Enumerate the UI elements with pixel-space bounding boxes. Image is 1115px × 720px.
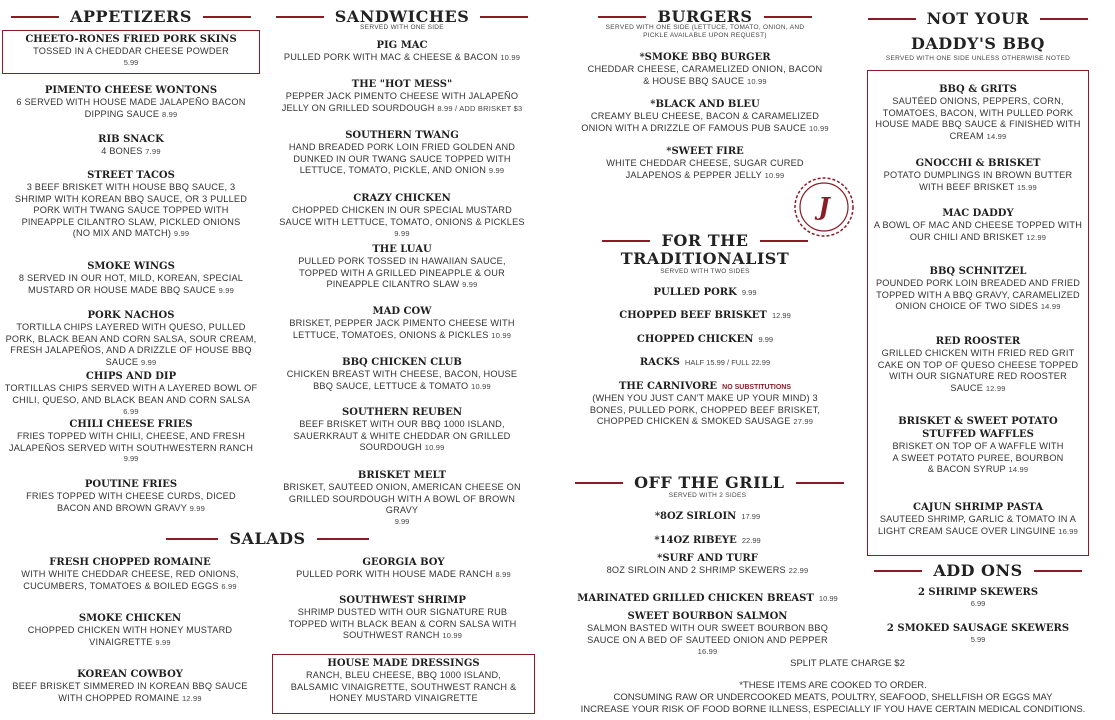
menu-item [862, 586, 1094, 608]
dressings-box [272, 654, 535, 714]
item-desc: SHRIMP DUSTED WITH OUR SIGNATURE RUB TOPPED WITH BLACK BEAN & CORN SALSA WITH SOUTHWEST RANCH [288, 607, 517, 640]
item-price: 16.99 [1058, 526, 1079, 536]
appetizers-section [0, 0, 262, 540]
item-name: PIMENTO CHEESE WONTONS [44, 85, 218, 96]
item-desc: POTATO DUMPLINGS IN BROWN BUTTER WITH BEEF BRISKET [883, 170, 1073, 192]
item-desc: RANCH, BLEU CHEESE, BBQ 1000 ISLAND, BALSAMIC VINAIGRETTE, SOUTHWEST RANCH & HONEY MUSTARD VINAIGRETTE [290, 670, 517, 703]
item-price: 6.99 [970, 599, 986, 608]
item-name: *SURF AND TURF [657, 553, 758, 564]
item-price: 9.99 [155, 637, 171, 647]
daddy-box [867, 70, 1089, 556]
item-note: NO SUBSTITUTIONS [722, 384, 791, 391]
item-price: 8.99 [495, 570, 511, 579]
item-price: 10.99 [746, 76, 767, 86]
item-desc: 3 BEEF BRISKET WITH HOUSE BBQ SAUCE, 3 SHRIMP WITH KOREAN BBQ SAUCE, OR 3 PULLED PORK WITH TWANG SAUCE TOPPED WITH PINEAPPLE CILANTRO SLAW, PICKLED ONIONS (NO MIX AND MATCH) [14, 182, 248, 238]
item-price: 10.99 [491, 330, 512, 340]
item-price: 5.99 [970, 635, 986, 644]
item-price: 9.99 [741, 288, 757, 297]
item-name: RIB SNACK [98, 134, 164, 145]
salads-section [0, 526, 535, 720]
item-desc: A BOWL OF MAC AND CHEESE TOPPED WITH OUR CHILI AND BRISKET [873, 220, 1083, 242]
menu-item [575, 528, 840, 547]
item-name: *8OZ SIRLOIN [654, 511, 737, 522]
title-rule [602, 240, 650, 242]
item-name: KOREAN COWBOY [77, 669, 183, 680]
item-desc: 8 SERVED IN OUR HOT, MILD, KOREAN, SPECIAL MUSTARD OR HOUSE MADE BBQ SAUCE [18, 273, 244, 295]
item-desc: BRISKET ON TOP OF A WAFFLE WITH A SWEET POTATO PUREE, BOURBON & BACON SYRUP [892, 441, 1064, 474]
item-name: RED ROOSTER [935, 336, 1021, 347]
menu-item [272, 39, 532, 64]
item-name: THE CARNIVORE [618, 381, 718, 392]
item-price: 10.99 [442, 631, 463, 640]
menu-item [272, 78, 532, 114]
item-desc: PULLED PORK TOSSED IN HAWAIIAN SAUCE, TOPPED WITH A GRILLED PINEAPPLE & OUR PINEAPPLE CILANTRO SLAW [298, 256, 506, 289]
footer-line: INCREASE YOUR RISK OF FOOD BORNE ILLNESS, ESPECIALLY IF YOU HAVE CERTAIN MEDICAL CONDITIONS. [580, 704, 1086, 715]
item-name: FRESH CHOPPED ROMAINE [49, 557, 211, 568]
menu-item [868, 83, 1088, 142]
burgers-header [574, 6, 836, 26]
traditionalist-header [585, 230, 825, 250]
item-price: 22.99 [741, 536, 761, 545]
menu-item [585, 327, 825, 346]
item-desc: TOSSED IN A CHEDDAR CHEESE POWDER [33, 46, 229, 56]
item-desc: BRISKET, SAUTEED ONION, AMERICAN CHEESE ON GRILLED SOURDOUGH WITH A BOWL OF BROWN GRAVY [283, 482, 521, 515]
item-name: POUTINE FRIES [84, 479, 178, 490]
section-title: APPETIZERS [70, 7, 192, 26]
menu-item [585, 350, 825, 369]
menu-item [272, 305, 532, 341]
item-desc: CHEDDAR CHEESE, CARAMELIZED ONION, BACON & HOUSE BBQ SAUCE [587, 64, 823, 86]
menu-item [272, 556, 535, 581]
item-name: THE "HOT MESS" [351, 79, 453, 90]
item-name: THE LUAU [372, 244, 432, 255]
item-desc: WITH WHITE CHEDDAR CHEESE, RED ONIONS, CUCUMBERS, TOMATOES & BOILED EGGS [21, 569, 239, 591]
menu-item [585, 303, 825, 322]
title-rule [764, 16, 812, 18]
item-name: STREET TACOS [87, 170, 175, 181]
menu-item [272, 469, 532, 526]
menu-item [575, 552, 840, 577]
sandwiches-header [272, 6, 532, 26]
section-title: FOR THE [661, 231, 749, 250]
grill-header [575, 472, 840, 492]
salads-header [0, 528, 535, 548]
menu-item [574, 98, 836, 134]
daddy-section [862, 0, 1094, 560]
section-subtitle: SERVED WITH ONE SIDE UNLESS OTHERWISE NOTED [885, 55, 1071, 62]
item-name: SMOKE CHICKEN [78, 613, 182, 624]
footer-line: CONSUMING RAW OR UNDERCOOKED MEATS, POULTRY, SEAFOOD, SHELLFISH OR EGGS MAY [613, 692, 1053, 703]
menu-item [0, 418, 262, 463]
item-desc: CHOPPED CHICKEN IN OUR SPECIAL MUSTARD SAUCE WITH LETTUCE, TOMATO, ONIONS & PICKLES [279, 205, 525, 227]
item-name: BBQ & GRITS [939, 84, 1017, 95]
footer-line: *THESE ITEMS ARE COOKED TO ORDER. [739, 680, 927, 691]
item-name: CHOPPED BEEF BRISKET [619, 310, 767, 321]
title-rule [166, 538, 218, 540]
menu-item [868, 415, 1088, 476]
section-title: SALADS [229, 529, 306, 548]
menu-item [0, 309, 262, 368]
item-name: *SWEET FIRE [666, 146, 744, 157]
menu-item [0, 556, 260, 592]
item-name: 2 SMOKED SAUSAGE SKEWERS [886, 623, 1070, 634]
menu-item [862, 622, 1094, 644]
item-desc: TORTILLA CHIPS LAYERED WITH QUESO, PULLED PORK, BLACK BEAN AND CORN SALSA, SOUR CREAM, FRESH JALAPEÑOS, AND A DRIZZLE OF HOUSE BBQ SAUCE [5, 322, 257, 367]
item-name: SMOKE WINGS [87, 261, 175, 272]
item-price: 12.99 [771, 311, 791, 320]
item-desc: PEPPER JACK PIMENTO CHEESE WITH JALAPEÑO JELLY ON GRILLED SOURDOUGH [281, 91, 519, 113]
title-rule [796, 482, 844, 484]
item-desc: HAND BREADED PORK LOIN FRIED GOLDEN AND DUNKED IN OUR TWANG SAUCE TOPPED WITH LETTUCE, TOMATO, PICKLE, AND ONION [288, 142, 516, 175]
menu-item [0, 169, 262, 240]
item-name: MAC DADDY [942, 208, 1014, 219]
menu-item [278, 594, 527, 642]
daddy-header-line2 [862, 33, 1094, 53]
item-price: 6.99 [123, 407, 139, 416]
menu-item [868, 265, 1088, 313]
menu-item [585, 280, 825, 299]
split-plate-note: SPLIT PLATE CHARGE $2 [790, 658, 905, 669]
menu-item [272, 243, 532, 291]
item-desc: PULLED PORK WITH HOUSE MADE RANCH [296, 569, 493, 579]
section-title: SANDWICHES [334, 7, 470, 26]
item-desc: BEEF BRISKET WITH OUR BBQ 1000 ISLAND, SAUERKRAUT & WHITE CHEDDAR ON GRILLED SOURDOUGH [293, 419, 511, 452]
item-price: 7.99 [145, 147, 161, 156]
menu-item [0, 260, 262, 296]
item-price: 10.99 [808, 123, 829, 133]
menu-item [0, 370, 262, 418]
title-rule [1040, 18, 1088, 20]
title-rule [598, 16, 646, 18]
item-name: SOUTHERN REUBEN [342, 407, 462, 418]
section-title: DADDY'S BBQ [911, 34, 1045, 53]
menu-item [575, 586, 840, 605]
item-price: 14.99 [1008, 465, 1029, 474]
menu-item [575, 610, 840, 658]
item-price: 12.99 [985, 383, 1006, 393]
item-name: SWEET BOURBON SALMON [627, 611, 788, 622]
item-name: HOUSE MADE DRESSINGS [327, 658, 480, 669]
item-price: 22.99 [788, 566, 809, 575]
menu-item [868, 501, 1088, 537]
title-rule [480, 16, 528, 18]
menu-item [272, 406, 532, 454]
item-desc: SAUTEED SHRIMP, GARLIC & TOMATO IN A LIGHT CREAM SAUCE OVER LINGUINE [877, 514, 1077, 536]
cooked-to-order-note [555, 680, 1111, 716]
title-rule [276, 16, 324, 18]
item-price: 9.99 [488, 166, 505, 175]
item-price: 10.99 [818, 594, 838, 603]
menu-item [2, 30, 260, 74]
item-name: *SMOKE BBQ BURGER [639, 52, 771, 63]
item-price: 9.99 [394, 229, 410, 238]
item-name: 2 SHRIMP SKEWERS [917, 587, 1039, 598]
item-name: CHIPS AND DIP [85, 371, 177, 382]
grill-section [575, 470, 840, 656]
item-name: *14OZ RIBEYE [654, 535, 737, 546]
item-desc: 6 SERVED WITH HOUSE MADE JALAPEÑO BACON DIPPING SAUCE [16, 97, 246, 119]
item-price: 9.99 [462, 280, 478, 289]
title-rule [760, 240, 808, 242]
item-price: 12.99 [1026, 232, 1047, 242]
item-price: 10.99 [471, 381, 491, 391]
item-desc: WHITE CHEDDAR CHEESE, SUGAR CURED JALAPENOS & PEPPER JELLY [606, 158, 804, 180]
item-price: 10.99 [424, 443, 445, 452]
section-subtitle: SERVED WITH 2 SIDES [668, 492, 747, 499]
item-name: MAD COW [372, 306, 432, 317]
menu-item [0, 668, 260, 704]
title-rule [874, 570, 922, 572]
item-price: 9.99 [189, 503, 206, 513]
item-price: 9.99 [173, 229, 190, 238]
item-desc: CREAMY BLEU CHEESE, BACON & CARAMELIZED ONION WITH A DRIZZLE OF FAMOUS PUB SAUCE [581, 111, 820, 133]
section-title: BURGERS [657, 7, 753, 26]
item-desc: 8OZ SIRLOIN AND 2 SHRIMP SKEWERS [606, 565, 786, 575]
item-name: RACKS [639, 357, 680, 368]
item-price: 14.99 [1040, 302, 1061, 311]
item-desc: (WHEN YOU JUST CAN'T MAKE UP YOUR MIND) 3 BONES, PULLED PORK, CHOPPED BEEF BRISKET, CHOPPED CHICKEN & SMOKED SAUSAGE [589, 393, 821, 426]
menu-item [0, 478, 262, 514]
item-name: CHILI CHEESE FRIES [69, 419, 193, 430]
item-price: 5.99 [123, 57, 139, 67]
item-name: PIG MAC [376, 40, 428, 51]
menu-item [574, 51, 836, 87]
sandwiches-section [272, 0, 532, 525]
item-price: 16.99 [697, 647, 718, 656]
traditionalist-header-line2 [585, 248, 825, 268]
item-price: 10.99 [500, 53, 521, 62]
section-title: OFF THE GRILL [634, 473, 785, 492]
item-price: 9.99 [394, 516, 410, 526]
item-price: 15.99 [1017, 182, 1037, 192]
item-name: BRISKET & SWEET POTATO STUFFED WAFFLES [898, 416, 1058, 440]
item-desc: CHICKEN BREAST WITH CHEESE, BACON, HOUSE BBQ SAUCE, LETTUCE & TOMATO [286, 369, 518, 391]
item-desc: TORTILLAS CHIPS SERVED WITH A LAYERED BOWL OF CHILI, QUESO, AND BLACK BEAN AND CORN SALSA [4, 383, 258, 405]
addons-header [862, 560, 1094, 580]
item-desc: FRIES TOPPED WITH CHILI, CHEESE, AND FRESH JALAPEÑOS SERVED WITH SOUTHWESTERN RANCH [8, 431, 254, 453]
item-price: 8.99 [161, 109, 178, 119]
item-name: CAJUN SHRIMP PASTA [913, 502, 1043, 513]
menu-item [868, 335, 1088, 394]
item-desc: SALMON BASTED WITH OUR SWEET BOURBON BBQ SAUCE ON A BED OF SAUTEED ONION AND PEPPER [586, 623, 829, 645]
item-name: BBQ CHICKEN CLUB [342, 357, 462, 368]
menu-item [0, 84, 262, 120]
logo-letter: J [818, 192, 830, 221]
item-name: BBQ SCHNITZEL [929, 266, 1027, 277]
daddy-header [862, 8, 1094, 28]
section-title: NOT YOUR [926, 9, 1030, 28]
item-price: 17.99 [741, 512, 761, 521]
title-rule [575, 482, 623, 484]
title-rule [203, 16, 251, 18]
item-desc: BEEF BRISKET SIMMERED IN KOREAN BBQ SAUCE WITH CHOPPED ROMAINE [12, 681, 248, 703]
item-desc: SAUTÉED ONIONS, PEPPERS, CORN, TOMATOES, BACON, WITH PULLED PORK HOUSE MADE BBQ SAUCE & FINISHED WITH CREAM [875, 96, 1081, 141]
title-rule [1034, 570, 1082, 572]
item-price: 9.99 [218, 285, 234, 295]
item-name: CRAZY CHICKEN [353, 193, 451, 204]
menu-item [272, 129, 532, 177]
section-subtitle: SERVED WITH TWO SIDES [660, 268, 750, 275]
menu-item [868, 207, 1088, 243]
item-name: SOUTHERN TWANG [345, 130, 459, 141]
menu-item [575, 504, 840, 523]
menu-item [868, 157, 1088, 193]
item-price: 9.99 [141, 357, 157, 367]
item-name: GEORGIA BOY [362, 557, 445, 568]
item-name: CHOPPED CHICKEN [636, 334, 754, 345]
title-rule [11, 16, 59, 18]
item-desc: BRISKET, PEPPER JACK PIMENTO CHEESE WITH LETTUCE, TOMATOES, ONIONS & PICKLES [289, 318, 515, 340]
menu-item [577, 374, 833, 428]
item-price: 10.99 [764, 170, 785, 180]
item-name: PULLED PORK [653, 287, 737, 298]
item-price: HALF 15.99 / FULL 22.99 [684, 358, 771, 367]
menu-item [272, 356, 532, 392]
item-desc: PULLED PORK WITH MAC & CHEESE & BACON [283, 52, 498, 62]
item-name: *BLACK AND BLEU [650, 99, 760, 110]
item-desc: GRILLED CHICKEN WITH FRIED RED GRIT CAKE ON TOP OF QUESO CHEESE TOPPED WITH OUR SIGNATURE RED ROOSTER SAUCE [877, 348, 1079, 393]
item-price: 14.99 [986, 131, 1007, 141]
item-price: 12.99 [181, 693, 202, 703]
item-desc: FRIES TOPPED WITH CHEESE CURDS, DICED BACON AND BROWN GRAVY [26, 491, 236, 513]
burgers-section [574, 0, 836, 190]
title-rule [868, 18, 916, 20]
menu-item [10, 612, 250, 648]
menu-item [0, 133, 262, 158]
item-desc: 4 BONES [101, 146, 143, 156]
section-subtitle: SERVED WITH ONE SIDE (LETTUCE, TOMATO, ONION, AND PICKLE AVAILABLE UPON REQUEST) [605, 24, 805, 39]
item-price: 9.99 [123, 454, 139, 463]
item-name: SOUTHWEST SHRIMP [339, 595, 466, 606]
menu-item [272, 192, 532, 240]
item-price: 27.99 [793, 417, 814, 426]
item-name: MARINATED GRILLED CHICKEN BREAST [577, 593, 814, 604]
item-price: 9.99 [758, 335, 774, 344]
appetizers-header [0, 6, 262, 26]
item-name: PORK NACHOS [87, 310, 175, 321]
item-desc: POUNDED PORK LOIN BREADED AND FRIED TOPPED WITH A BBQ GRAVY, CARAMELIZED ONION CHOICE OF TWO SIDES [875, 278, 1081, 311]
section-title: TRADITIONALIST [620, 249, 790, 268]
item-name: CHEETO-RONES FRIED PORK SKINS [25, 34, 237, 45]
item-price: 6.99 [221, 581, 237, 591]
item-desc: CHOPPED CHICKEN WITH HONEY MUSTARD VINAIGRETTE [27, 625, 233, 647]
section-subtitle: SERVED WITH ONE SIDE [360, 24, 444, 31]
item-price: 8.99 / ADD BRISKET $3 [437, 103, 523, 113]
item-name: GNOCCHI & BRISKET [915, 158, 1041, 169]
item-name: BRISKET MELT [357, 470, 447, 481]
section-title: ADD ONS [933, 561, 1023, 580]
title-rule [317, 538, 369, 540]
traditionalist-section [585, 228, 825, 428]
addons-section [862, 558, 1094, 650]
